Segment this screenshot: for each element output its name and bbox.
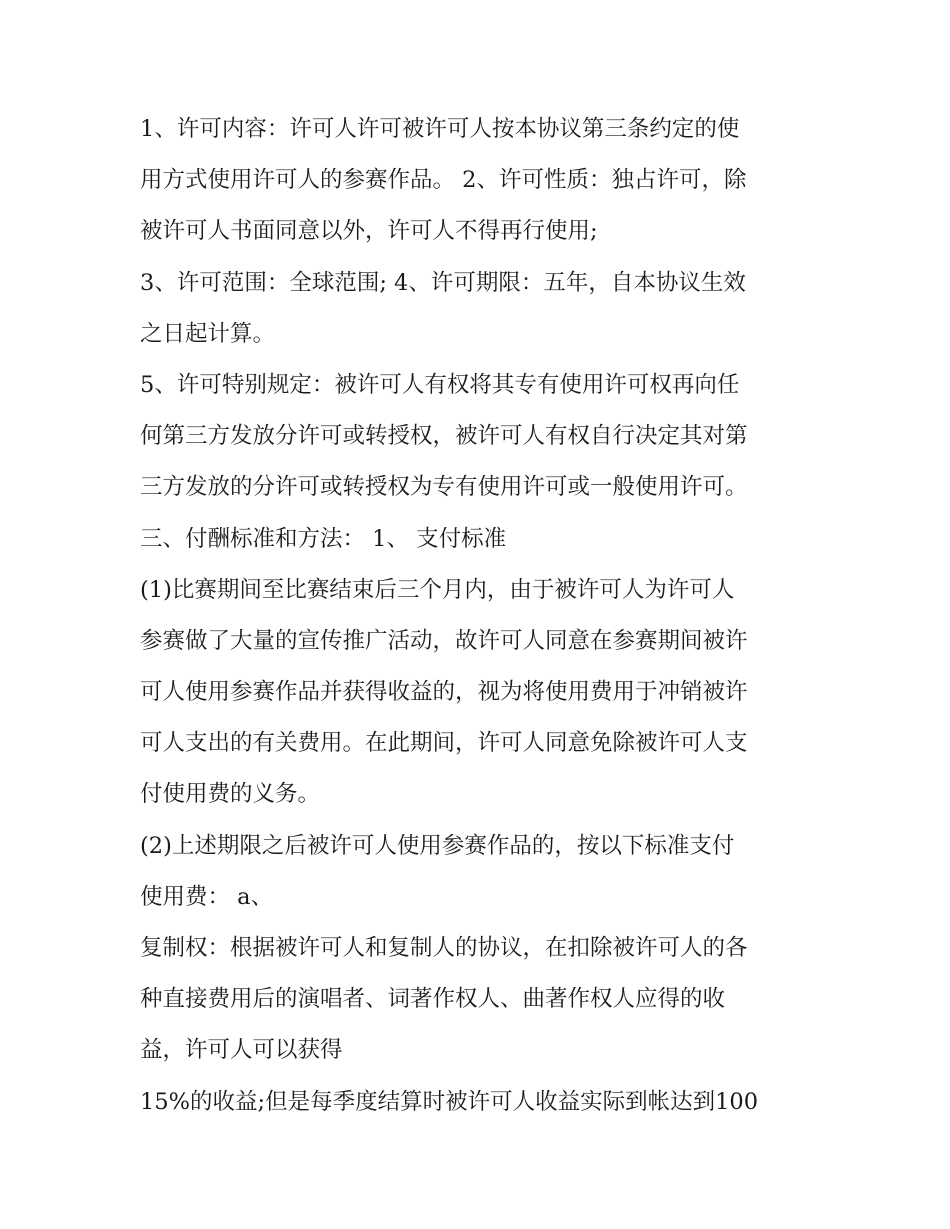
text-line: 参赛做了大量的宣传推广活动，故许可人同意在参赛期间被许	[140, 627, 748, 654]
text-line: 可人支出的有关费用。在此期间，许可人同意免除被许可人支	[140, 730, 748, 757]
text-line: 15%的收益;但是每季度结算时被许可人收益实际到帐达到100	[140, 1088, 759, 1115]
text-line: 益，许可人可以获得	[140, 1037, 343, 1064]
section-heading: 三、付酬标准和方法： 1、 支付标准	[140, 525, 507, 552]
text-line: 何第三方发放分许可或转授权，被许可人有权自行决定其对第	[140, 423, 748, 450]
text-line: 用方式使用许可人的参赛作品。 2、许可性质：独占许可，除	[140, 167, 747, 194]
document-body	[140, 104, 820, 1128]
text-line: 三方发放的分许可或转授权为专有使用许可或一般使用许可。	[140, 474, 748, 501]
text-line: 3、许可范围：全球范围; 4、许可期限：五年，自本协议生效	[140, 269, 746, 296]
text-line: 付使用费的义务。	[140, 781, 321, 808]
text-line: (2)上述期限之后被许可人使用参赛作品的，按以下标准支付	[140, 832, 735, 859]
text-line: (1)比赛期间至比赛结束后三个月内，由于被许可人为许可人	[140, 576, 735, 603]
text-line: 使用费： a、	[140, 883, 274, 910]
text-line: 被许可人书面同意以外，许可人不得再行使用;	[140, 218, 598, 245]
text-line: 复制权：根据被许可人和复制人的协议，在扣除被许可人的各	[140, 935, 748, 961]
text-line: 可人使用参赛作品并获得收益的，视为将使用费用于冲销被许	[140, 679, 748, 706]
text-line: 之日起计算。	[140, 320, 276, 347]
text-line: 种直接费用后的演唱者、词著作权人、曲著作权人应得的收	[140, 986, 726, 1013]
text-line: 5、许可特别规定：被许可人有权将其专有使用许可权再向任	[140, 371, 740, 398]
text-line: 1、许可内容：许可人许可被许可人按本协议第三条约定的使	[140, 116, 740, 142]
